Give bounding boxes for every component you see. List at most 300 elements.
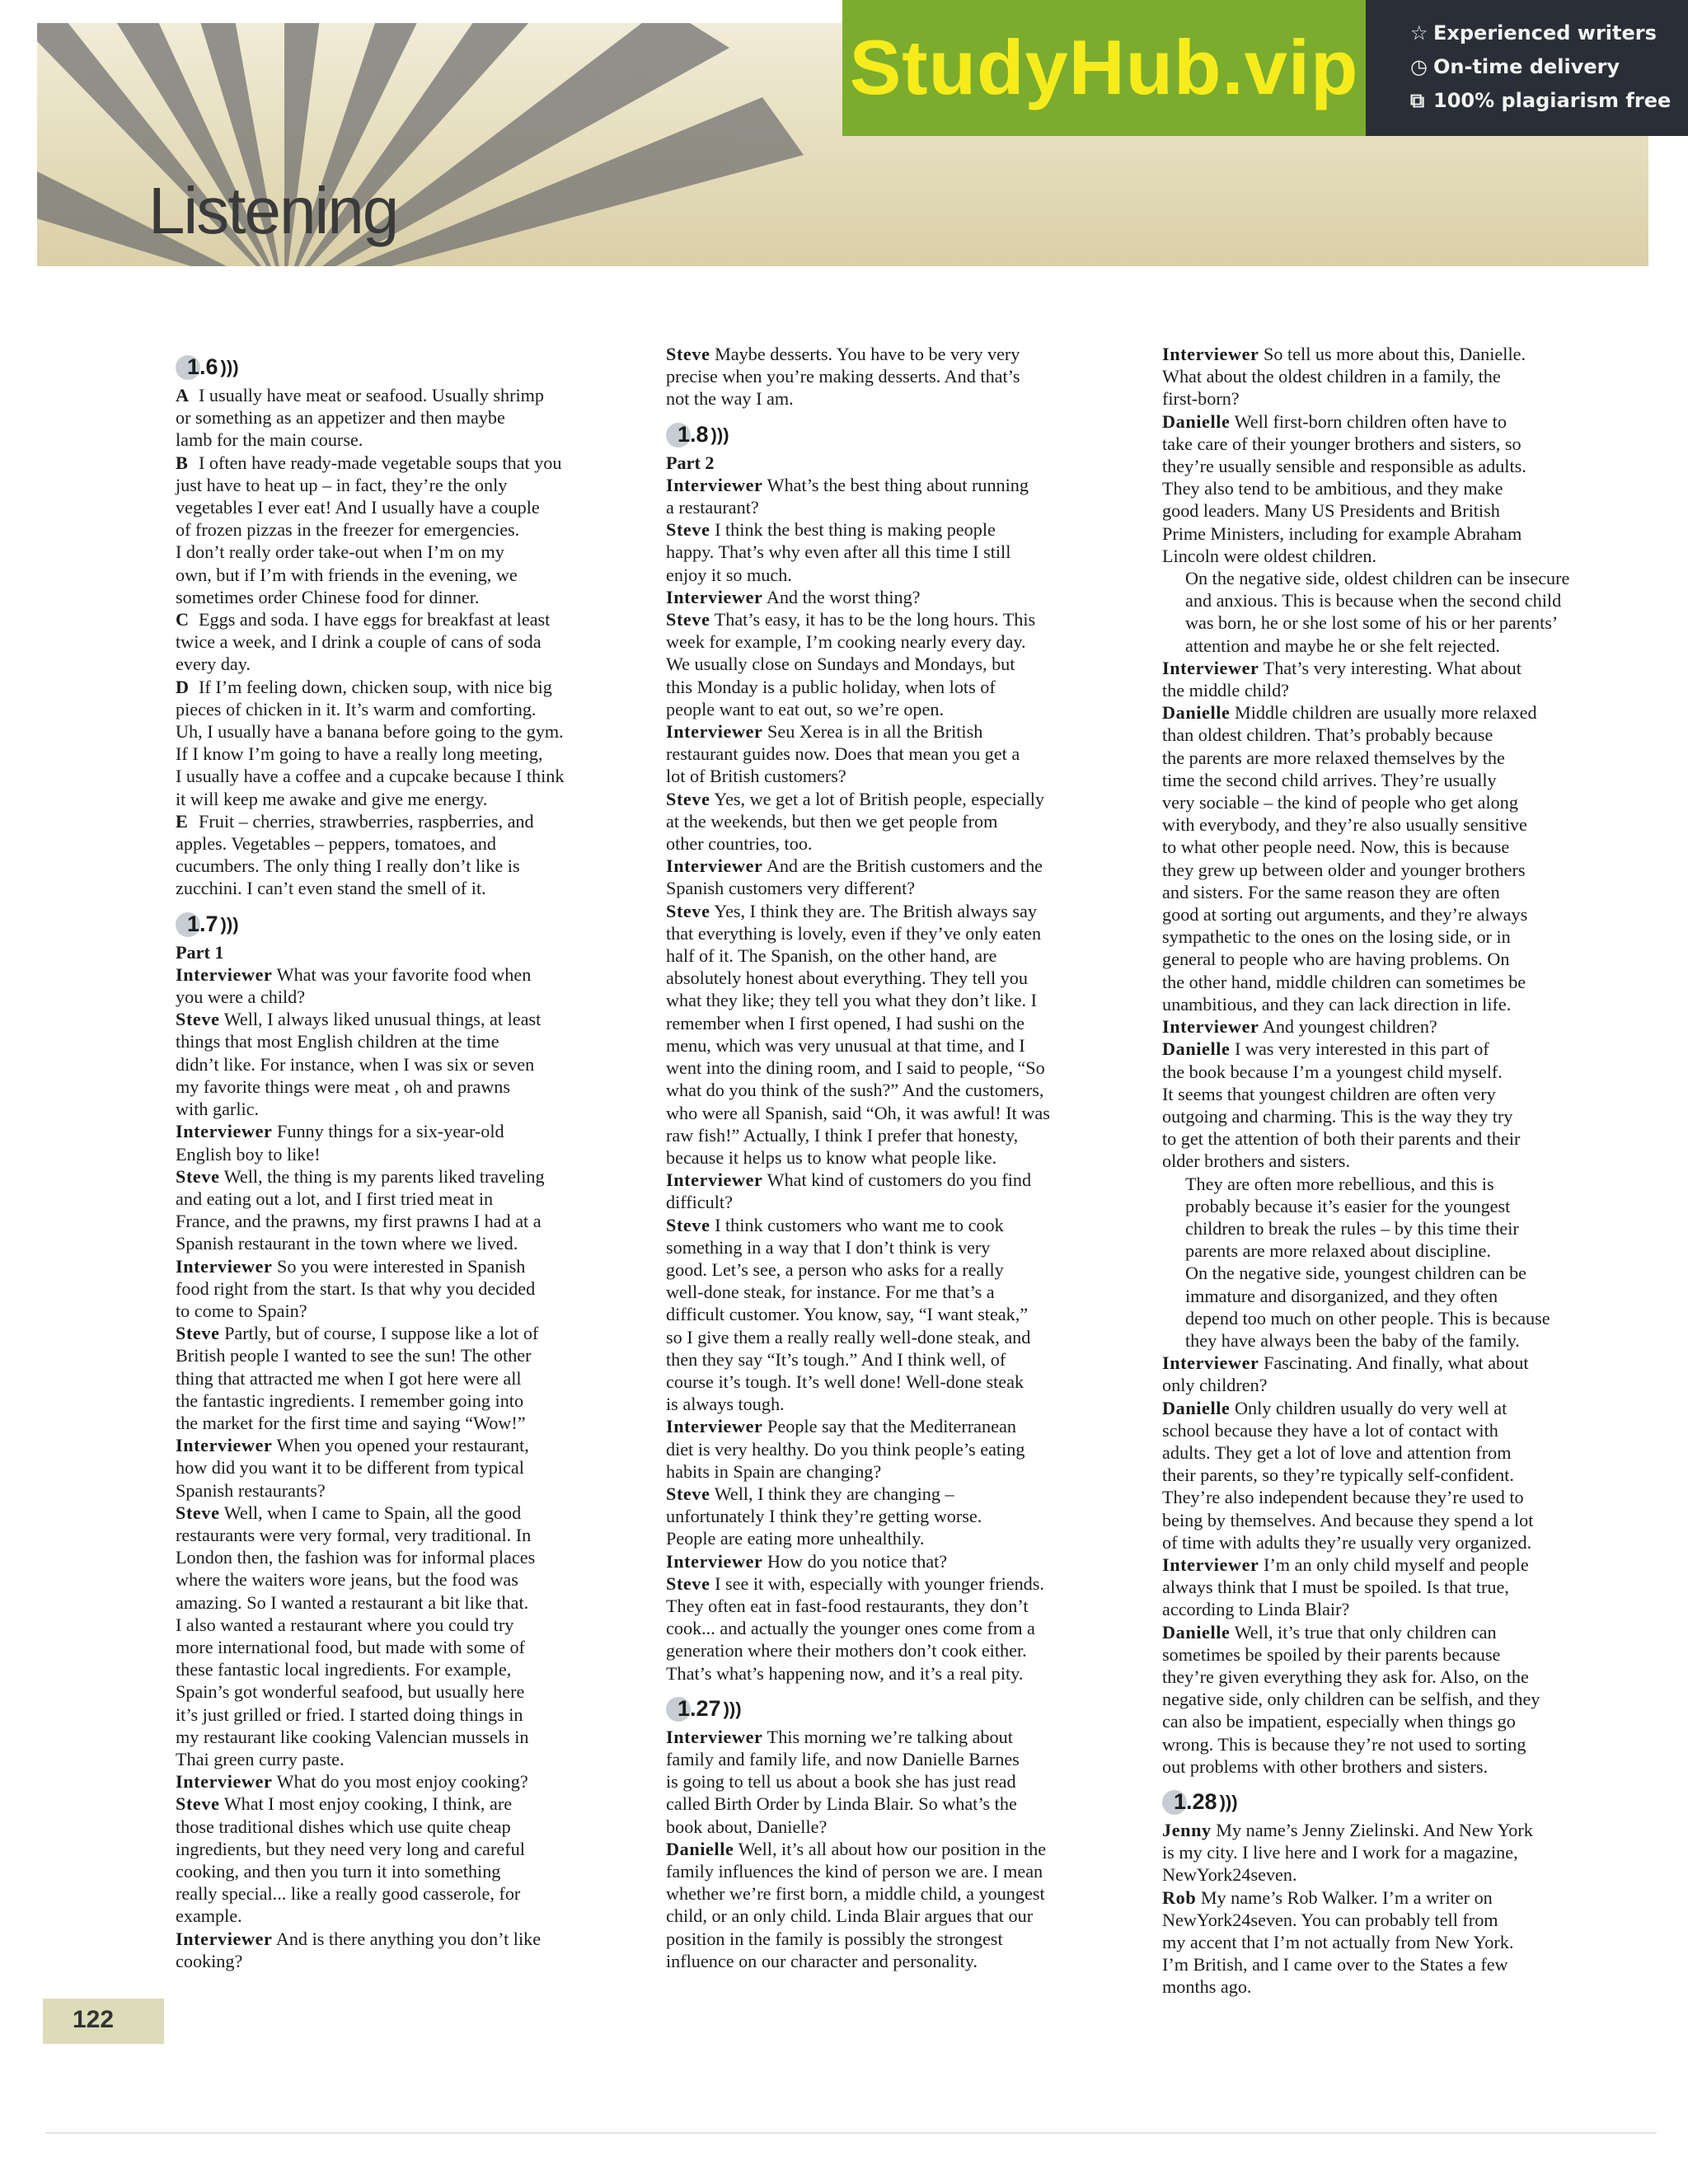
speaker-turn (666, 1169, 1115, 1213)
speaker-name: Interviewer (1162, 1352, 1259, 1374)
speaker-turn (666, 1483, 1115, 1550)
line-text: That’s what’s happening now, and it’s a real pity. (666, 1662, 1024, 1684)
line-text: generation where their mothers don’t cook either. (666, 1640, 1027, 1661)
transcript-line (176, 608, 624, 630)
line-text: the parents are more relaxed themselves by the (1162, 747, 1505, 768)
line-text: they have always been the baby of the family. (1185, 1329, 1520, 1351)
transcript-line (666, 1928, 1115, 1950)
speaker-name: Interviewer (666, 586, 763, 607)
line-text: Spanish restaurants? (176, 1479, 326, 1501)
line-text: that everything is lovely, even if they’ve only eaten (666, 922, 1042, 944)
transcript-line (176, 1614, 624, 1636)
transcript-line (666, 1191, 1115, 1213)
line-text: where the waiters wore jeans, but the food was (176, 1569, 518, 1591)
badge-on-time-delivery: ◷ On-time delivery (1410, 55, 1620, 78)
line-text: If I know I’m going to have a really long meeting, (176, 743, 543, 765)
line-text: who were all Spanish, said “Oh, it was awful! It was (666, 1102, 1050, 1123)
transcript-line (666, 1348, 1115, 1371)
speaker-name: Steve (176, 1165, 220, 1187)
transcript-line (1162, 589, 1606, 612)
line-text: good. Let’s see, a person who asks for a really (666, 1258, 1004, 1280)
transcript-line (666, 855, 1115, 877)
transcript-line (1162, 859, 1606, 881)
line-text: my favorite things were meat , oh and prawns (176, 1076, 511, 1097)
transcript-line (1162, 1352, 1606, 1374)
line-text: How do you notice that? (767, 1550, 948, 1572)
transcript-line (1162, 836, 1606, 858)
transcript-line (176, 1210, 624, 1232)
line-text: ingredients, but they need very long and careful (176, 1838, 525, 1859)
speaker-name: Interviewer (666, 474, 763, 495)
transcript-line (1162, 724, 1606, 746)
transcript-line (666, 1393, 1115, 1415)
line-text: When you opened your restaurant, (276, 1435, 529, 1456)
transcript-line (176, 1098, 624, 1120)
line-text: I was very interested in this part of (1235, 1038, 1489, 1060)
transcript-line (1162, 1621, 1606, 1643)
transcript-line (176, 653, 624, 675)
line-text: influence on our character and personality. (666, 1950, 978, 1971)
lettered-entry (176, 608, 624, 676)
speaker-turn (666, 608, 1115, 720)
speaker-turn (1162, 1352, 1606, 1396)
line-text: their parents, so they’re typically self-confident. (1162, 1465, 1514, 1486)
line-text: with everybody, and they’re also usually sensitive (1162, 814, 1527, 836)
line-text: other countries, too. (666, 833, 813, 855)
line-text: unambitious, and they can lack direction in life. (1162, 993, 1512, 1015)
track-number: 1.28 (1174, 1789, 1217, 1815)
speaker-turn (666, 1415, 1115, 1483)
page-number: 122 (73, 2006, 115, 2033)
line-text: We usually close on Sundays and Mondays, but (666, 654, 1015, 675)
speaker-turn (1162, 1886, 1606, 1999)
line-text: book about, Danielle? (666, 1816, 828, 1837)
transcript-line (176, 1232, 624, 1254)
line-text: I don’t really order take-out when I’m on my (176, 541, 504, 563)
transcript-column-3 (1162, 343, 1606, 1999)
line-text: school because they have a lot of contact with (1162, 1419, 1498, 1441)
line-text: not the way I am. (666, 388, 794, 410)
transcript-line (666, 1748, 1115, 1770)
line-text: cooking, and then you turn it into something (176, 1861, 501, 1882)
transcript-line (176, 1568, 624, 1591)
transcript-line (666, 1214, 1115, 1236)
transcript-line (666, 989, 1115, 1011)
line-text: something in a way that I don’t think is very (666, 1236, 991, 1258)
line-text: Fruit – cherries, strawberries, raspberries, and (199, 810, 534, 832)
line-text: time the second child arrives. They’re usually (1162, 769, 1497, 790)
transcript-line (176, 1950, 624, 1972)
line-text: position in the family is possibly the strongest (666, 1928, 1003, 1949)
transcript-line (1162, 971, 1606, 993)
transcript-line (176, 1591, 624, 1614)
transcript-line (176, 1412, 624, 1434)
transcript-line (666, 720, 1115, 743)
transcript-line (176, 1390, 624, 1412)
transcript-line (176, 1143, 624, 1165)
line-text: at the weekends, but then we get people from (666, 810, 998, 832)
speaker-name: Interviewer (666, 1726, 763, 1747)
speaker-name: Steve (666, 900, 710, 921)
speaker-name: Danielle (1162, 1038, 1231, 1060)
transcript-line (176, 1188, 624, 1210)
transcript-line (176, 1546, 624, 1568)
speaker-turn (176, 1928, 624, 1972)
transcript-line (666, 1169, 1115, 1191)
transcript-line (176, 765, 624, 787)
speaker-turn (1162, 343, 1606, 410)
transcript-line (176, 676, 624, 698)
lettered-entry (176, 810, 624, 900)
transcript-line (1162, 1195, 1606, 1217)
transcript-line (1162, 1127, 1606, 1150)
transcript-line (176, 586, 624, 608)
speaker-name: Danielle (1162, 1397, 1231, 1418)
transcript-line (666, 1572, 1115, 1595)
line-text: They often eat in fast-food restaurants, they don’t (666, 1595, 1029, 1616)
transcript-line (1162, 1441, 1606, 1464)
speaker-turn (666, 720, 1115, 788)
transcript-column-2 (666, 343, 1115, 1972)
line-text: the middle child? (1162, 680, 1290, 701)
copy-icon: ⧉ (1410, 89, 1425, 112)
speaker-turn (176, 1120, 624, 1165)
speaker-turn (1162, 1554, 1606, 1621)
line-text: my accent that I’m not actually from New York. (1162, 1932, 1514, 1953)
speaker-name: Interviewer (666, 1416, 763, 1437)
transcript-line (666, 1371, 1115, 1393)
transcript-line (666, 1838, 1115, 1860)
line-text: only children? (1162, 1375, 1268, 1396)
transcript-line (1162, 1733, 1606, 1755)
transcript-line (666, 944, 1115, 967)
line-text: enjoy it so much. (666, 564, 792, 585)
transcript-line (666, 1102, 1115, 1124)
brand-name[interactable]: StudyHub.vip (849, 24, 1359, 110)
transcript-line (176, 1076, 624, 1098)
line-text: Fascinating. And finally, what about (1264, 1352, 1529, 1374)
transcript-line (1162, 791, 1606, 813)
line-text: diet is very healthy. Do you think people’s eating (666, 1438, 1025, 1460)
line-text: Seu Xerea is in all the British (767, 721, 983, 743)
speaker-name: Interviewer (176, 1121, 273, 1142)
line-text: what do you think of the sush?” And the customers, (666, 1080, 1044, 1101)
transcript-line (1162, 993, 1606, 1015)
transcript-line (176, 1816, 624, 1838)
transcript-line (1162, 1083, 1606, 1105)
transcript-line (176, 518, 624, 541)
speaker-name: Danielle (1162, 702, 1231, 724)
transcript-line (666, 1303, 1115, 1325)
transcript-line (666, 1770, 1115, 1793)
line-text: this Monday is a public holiday, when lots of (666, 676, 996, 697)
line-text: whether we’re first born, a middle child, a youngest (666, 1883, 1045, 1905)
transcript-line (176, 986, 624, 1008)
speaker-turn (666, 1838, 1115, 1972)
line-text: to get the attention of both their parents and their (1162, 1128, 1521, 1150)
line-text: is always tough. (666, 1394, 785, 1415)
line-text: every day. (176, 654, 251, 675)
transcript-line (1162, 523, 1606, 545)
speaker-name: Steve (666, 1572, 710, 1594)
speaker-turn (1162, 410, 1606, 567)
line-text: or something as an appetizer and then maybe (176, 407, 505, 429)
audio-waves-icon: ))) (1219, 1792, 1238, 1813)
line-text: Spain’s got wonderful seafood, but usually here (176, 1681, 525, 1703)
transcript-line (666, 1258, 1115, 1281)
line-text: the book because I’m a youngest child myself. (1162, 1061, 1503, 1082)
transcript-line (1162, 1486, 1606, 1508)
transcript-line (1162, 343, 1606, 365)
speaker-turn (1162, 1038, 1606, 1172)
transcript-line (176, 1928, 624, 1950)
speaker-turn (1162, 1015, 1606, 1038)
speaker-name: Danielle (1162, 1621, 1231, 1643)
entry-letter: E (176, 810, 188, 832)
line-text: how did you want it to be different from typical (176, 1457, 524, 1479)
transcript-line (1162, 747, 1606, 769)
transcript-line (176, 474, 624, 496)
line-text: didn’t like. For instance, when I was six or seven (176, 1053, 535, 1075)
transcript-line (666, 1905, 1115, 1927)
line-text: I usually have meat or seafood. Usually shrimp (199, 385, 544, 405)
line-text: Eggs and soda. I have eggs for breakfast at least (199, 609, 551, 630)
transcript-line (1162, 1374, 1606, 1396)
transcript-line (176, 1860, 624, 1882)
transcript-line (1162, 410, 1606, 433)
line-text: those traditional dishes which use quite cheap (176, 1816, 511, 1837)
transcript-line (176, 1636, 624, 1658)
transcript-line (666, 387, 1115, 410)
line-text: Well, it’s true that only children can (1234, 1621, 1497, 1643)
transcript-line (176, 564, 624, 586)
speaker-name: Steve (176, 1009, 220, 1030)
speaker-name: Interviewer (1162, 1016, 1259, 1038)
line-text: And youngest children? (1262, 1016, 1437, 1038)
line-text: Well, the thing is my parents liked traveling (223, 1165, 545, 1187)
line-text: precise when you’re making desserts. And that’s (666, 366, 1020, 387)
transcript-column-1 (176, 343, 624, 1972)
audio-waves-icon: ))) (220, 357, 239, 378)
audio-waves-icon: ))) (723, 1699, 742, 1720)
transcript-line (176, 832, 624, 855)
speaker-turn (176, 1793, 624, 1927)
line-text: They’re also independent because they’re used to (1162, 1487, 1524, 1508)
speaker-turn (176, 1434, 624, 1502)
line-text: I see it with, especially with younger friends. (715, 1572, 1044, 1594)
transcript-line (666, 474, 1115, 496)
speaker-name: Interviewer (1162, 657, 1259, 678)
speaker-name: Steve (176, 1323, 220, 1344)
transcript-line (176, 877, 624, 899)
line-text: I usually have a coffee and a cupcake because I think (176, 766, 565, 787)
line-text: children to break the rules – by this time their (1185, 1217, 1519, 1239)
line-text: amazing. So I wanted a restaurant a bit like that. (176, 1591, 529, 1613)
transcript-line (666, 541, 1115, 563)
line-text: unfortunately I think they’re getting worse. (666, 1506, 982, 1527)
transcript-line (176, 1120, 624, 1142)
line-text: child, or an only child. Linda Blair argues that our (666, 1905, 1034, 1927)
line-text: the market for the first time and saying “Wow!” (176, 1412, 526, 1433)
line-text: can also be impatient, especially when things go (1162, 1711, 1516, 1732)
transcript-line (1162, 1262, 1606, 1284)
transcript-line (1162, 657, 1606, 679)
transcript-line (666, 1726, 1115, 1748)
transcript-line (666, 788, 1115, 810)
transcript-line (176, 963, 624, 986)
line-text: People say that the Mediterranean (767, 1416, 1016, 1437)
line-text: these fantastic local ingredients. For example, (176, 1659, 512, 1680)
audio-track-label (666, 419, 1115, 452)
line-text: It seems that youngest children are often very (1162, 1083, 1496, 1104)
transcript-line (1162, 1038, 1606, 1060)
transcript-line (666, 564, 1115, 586)
transcript-line (176, 630, 624, 653)
line-text: difficult? (666, 1192, 733, 1213)
speaker-turn (666, 586, 1115, 608)
line-text: is my city. I live here and I work for a magazine, (1162, 1842, 1518, 1863)
transcript-line (176, 698, 624, 720)
transcript-line (666, 922, 1115, 944)
transcript-line (1162, 1173, 1606, 1195)
line-text: vegetables I ever eat! And I usually have a couple (176, 497, 540, 518)
transcript-line (666, 1415, 1115, 1437)
studyhub-brand-banner[interactable] (842, 0, 1366, 136)
transcript-line (666, 676, 1115, 698)
transcript-line (666, 1034, 1115, 1057)
speaker-turn (1162, 657, 1606, 701)
lettered-entry (176, 676, 624, 810)
transcript-line (1162, 926, 1606, 948)
line-text: happy. That’s why even after all this time I still (666, 541, 1011, 563)
transcript-line (176, 1524, 624, 1546)
transcript-line (666, 1124, 1115, 1146)
line-text: They are often more rebellious, and this is (1185, 1173, 1494, 1194)
transcript-line (1162, 813, 1606, 836)
line-text: Well, it’s all about how our position in the (738, 1838, 1047, 1859)
line-text: I’m an only child myself and people (1264, 1554, 1529, 1575)
speaker-name: Steve (666, 609, 710, 630)
transcript-line (176, 1479, 624, 1502)
line-text: So you were interested in Spanish (277, 1255, 526, 1277)
transcript-line (666, 1438, 1115, 1460)
transcript-line (666, 1662, 1115, 1685)
line-text: probably because it’s easier for the youngest (1185, 1195, 1511, 1216)
line-text: called Birth Order by Linda Blair. So what’s the (666, 1793, 1017, 1815)
line-text: On the negative side, oldest children can be insecure (1185, 568, 1570, 589)
speaker-turn (176, 1770, 624, 1793)
transcript-line (176, 1770, 624, 1793)
line-text: went into the dining room, and I said to people, “So (666, 1057, 1045, 1079)
transcript-line (666, 900, 1115, 922)
transcript-line (666, 1079, 1115, 1101)
transcript-line (1162, 1863, 1606, 1886)
line-text: What I most enjoy cooking, I think, are (223, 1793, 513, 1815)
transcript-line (176, 1367, 624, 1390)
transcript-line (176, 1030, 624, 1052)
line-text: good leaders. Many US Presidents and British (1162, 500, 1500, 522)
line-text: Spanish restaurant in the town where we lived. (176, 1233, 518, 1254)
line-text: sometimes be spoiled by their parents because (1162, 1643, 1501, 1665)
speaker-turn (666, 1572, 1115, 1685)
speaker-turn (666, 343, 1115, 410)
line-text: to what other people need. Now, this is because (1162, 837, 1510, 858)
speaker-name: Interviewer (176, 1928, 273, 1949)
line-text: the other hand, middle children can sometimes be (1162, 971, 1526, 992)
line-text: menu, which was very unusual at that time, and I (666, 1034, 1025, 1056)
speaker-name: Interviewer (666, 1550, 763, 1572)
transcript-line (176, 743, 624, 765)
transcript-line (176, 1165, 624, 1188)
badge-experienced-writers: ☆ Experienced writers (1410, 21, 1657, 45)
line-text: NewYork24seven. (1162, 1864, 1297, 1886)
transcript-line (1162, 567, 1606, 589)
transcript-line (1162, 881, 1606, 903)
line-text: it will keep me awake and give me energy. (176, 788, 488, 809)
line-text: family and family life, and now Danielle Barnes (666, 1748, 1020, 1769)
transcript-line (666, 1639, 1115, 1661)
audio-waves-icon: ))) (220, 914, 239, 935)
line-text: good at sorting out arguments, and they’re always (1162, 904, 1528, 926)
line-text: own, but if I’m with friends in the evening, we (176, 564, 518, 585)
speaker-name: Interviewer (176, 1771, 273, 1793)
line-text: lot of British customers? (666, 766, 846, 787)
line-text: sympathetic to the ones on the losing side, or in (1162, 926, 1511, 948)
line-text: So tell us more about this, Danielle. (1264, 344, 1526, 364)
track-number: 1.27 (678, 1696, 721, 1722)
transcript-line (1162, 769, 1606, 791)
line-text: Spanish customers very different? (666, 878, 916, 899)
transcript-line (666, 1012, 1115, 1034)
line-text: Well first-born children often have to (1234, 410, 1507, 432)
transcript-line (1162, 1419, 1606, 1441)
line-text: restaurants were very formal, very traditional. In (176, 1524, 532, 1545)
speaker-turn (1162, 1397, 1606, 1554)
line-text: This morning we’re talking about (767, 1726, 1013, 1747)
transcript-line (176, 1748, 624, 1770)
continuation-paragraph (1162, 1173, 1606, 1263)
line-text: adults. They get a lot of love and attention from (1162, 1441, 1512, 1463)
transcript-line (666, 518, 1115, 541)
line-text: people want to eat out, so we’re open. (666, 698, 945, 719)
line-text: and sisters. For the same reason they are often (1162, 881, 1500, 902)
line-text: they grew up between older and younger brothers (1162, 859, 1526, 880)
track-number: 1.8 (678, 422, 709, 447)
transcript-line (666, 1816, 1115, 1838)
line-text: you were a child? (176, 987, 306, 1008)
transcript-line (176, 1704, 624, 1726)
line-text: habits in Spain are changing? (666, 1460, 882, 1482)
part-heading: Part 2 (666, 452, 715, 473)
transcript-line (1162, 1755, 1606, 1778)
line-text: What’s the best thing about running (767, 474, 1029, 495)
speaker-turn (176, 1322, 624, 1434)
transcript-line (666, 343, 1115, 365)
transcript-line (1162, 1554, 1606, 1576)
line-text: British people I wanted to see the sun! The other (176, 1345, 532, 1366)
transcript-line (1162, 1931, 1606, 1953)
lettered-entry (176, 452, 624, 608)
line-text: really special... like a really good casserole, for (176, 1883, 521, 1905)
line-text: to come to Spain? (176, 1300, 307, 1321)
line-text: family influences the kind of person we are. I mean (666, 1861, 1043, 1882)
transcript-line (666, 832, 1115, 855)
transcript-line (666, 608, 1115, 630)
line-text: Only children usually do very well at (1235, 1397, 1507, 1418)
speaker-name: Interviewer (666, 855, 763, 877)
line-text: food right from the start. Is that why you decided (176, 1277, 536, 1299)
transcript-line (666, 967, 1115, 989)
